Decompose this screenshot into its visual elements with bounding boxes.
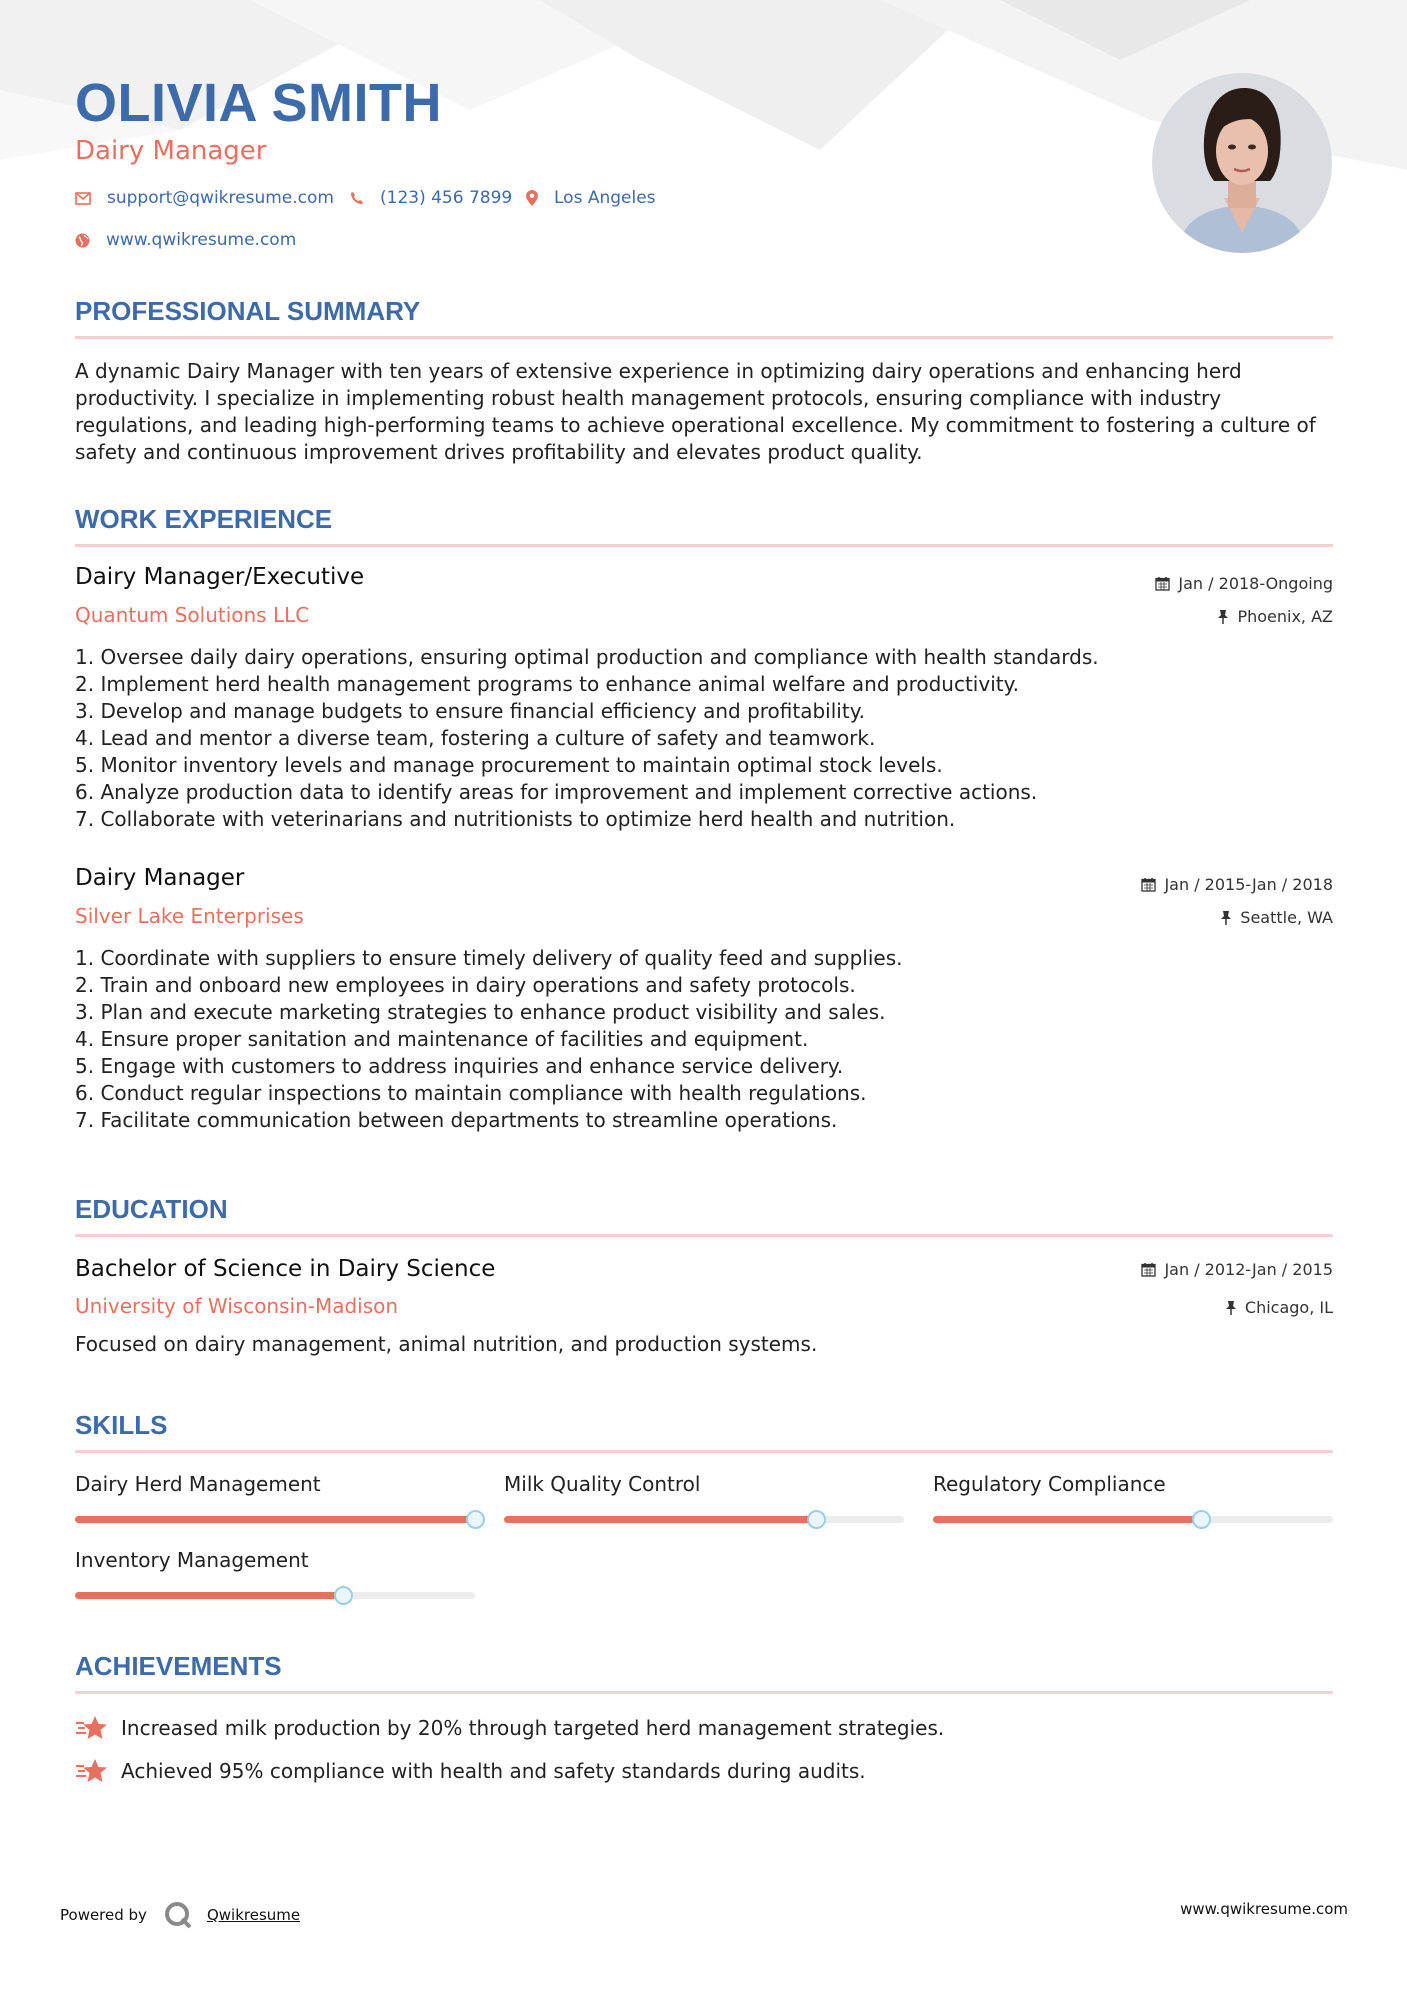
skills-divider <box>75 1450 1333 1453</box>
list-item: Plan and execute marketing strategies to enhance product visibility and sales. <box>100 1000 886 1024</box>
skill-level-knob <box>807 1510 826 1529</box>
job-location: Phoenix, AZ <box>1217 607 1333 626</box>
list-item: Train and onboard new employees in dairy operations and safety protocols. <box>100 973 856 997</box>
skills-heading: SKILLS <box>75 1410 168 1440</box>
skill-name: Inventory Management <box>75 1548 309 1572</box>
star-icon <box>75 1715 109 1741</box>
qwikresume-link[interactable]: Qwikresume <box>206 1906 301 1924</box>
list-item: Develop and manage budgets to ensure financial efficiency and profitability. <box>100 699 866 723</box>
skill-bar <box>75 1516 475 1523</box>
skill-item <box>504 1472 904 1523</box>
job-company: Quantum Solutions LLC <box>75 603 310 627</box>
summary-heading: PROFESSIONAL SUMMARY <box>75 296 421 326</box>
achievement-item: Achieved 95% compliance with health and safety standards during audits. <box>75 1758 866 1784</box>
phone-text: (123) 456 7899 <box>380 188 513 208</box>
list-item: Collaborate with veterinarians and nutritionists to optimize herd health and nutrition. <box>100 807 956 831</box>
pushpin-icon <box>1217 609 1229 624</box>
skill-bar <box>933 1516 1333 1523</box>
footer-website[interactable]: www.qwikresume.com <box>1180 1900 1348 1918</box>
achievement-item: Increased milk production by 20% through targeted herd management strategies. <box>75 1715 944 1741</box>
skill-item <box>75 1472 475 1523</box>
education-description: Focused on dairy management, animal nutrition, and production systems. <box>75 1332 818 1356</box>
job-dates: Jan / 2018-Ongoing <box>1155 574 1333 593</box>
job-company: Silver Lake Enterprises <box>75 904 304 928</box>
globe-icon <box>75 233 90 248</box>
contact-website[interactable] <box>75 230 296 250</box>
list-item: Facilitate communication between departments to streamline operations. <box>100 1108 838 1132</box>
qwikresume-logo-icon <box>163 1900 193 1930</box>
list-item: Ensure proper sanitation and maintenance of facilities and equipment. <box>100 1027 809 1051</box>
experience-heading: WORK EXPERIENCE <box>75 504 333 534</box>
contact-phone[interactable] <box>350 188 512 208</box>
list-item: Conduct regular inspections to maintain compliance with health regulations. <box>100 1081 867 1105</box>
list-item: Coordinate with suppliers to ensure timely delivery of quality feed and supplies. <box>100 946 903 970</box>
job-location: Seattle, WA <box>1220 908 1333 927</box>
list-item: Engage with customers to address inquiries and enhance service delivery. <box>100 1054 844 1078</box>
skill-name: Dairy Herd Management <box>75 1472 321 1496</box>
degree-title: Bachelor of Science in Dairy Science <box>75 1256 496 1282</box>
website-text: www.qwikresume.com <box>106 230 297 250</box>
list-item: Implement herd health management programs to enhance animal welfare and productivity. <box>100 672 1019 696</box>
skill-item <box>933 1472 1333 1523</box>
education-divider <box>75 1234 1333 1237</box>
list-item: Analyze production data to identify areas for improvement and implement corrective actions. <box>100 780 1038 804</box>
footer-branding <box>60 1900 300 1930</box>
summary-divider <box>75 336 1333 339</box>
calendar-icon <box>1141 877 1156 892</box>
calendar-icon <box>1155 576 1170 591</box>
skill-name: Milk Quality Control <box>504 1472 701 1496</box>
school-name: University of Wisconsin-Madison <box>75 1294 399 1318</box>
star-icon <box>75 1758 109 1784</box>
job-responsibilities <box>75 644 1351 833</box>
achievements-divider <box>75 1691 1333 1694</box>
job-responsibilities <box>75 945 1351 1134</box>
list-item: Oversee daily dairy operations, ensuring optimal production and compliance with health standards. <box>100 645 1099 669</box>
calendar-icon <box>1141 1262 1156 1277</box>
summary-text: A dynamic Dairy Manager with ten years of extensive experience in optimizing dairy operations and enhancing herd productivity. I specialize in implementing robust health management protocols, ensuring compliance with industry regulations, and leading high-performing teams to achieve operational excellence. My commitment to fostering a culture of safety and continuous improvement drives profitability and elevates product quality. <box>75 359 1316 464</box>
contact-email[interactable] <box>75 188 334 208</box>
envelope-icon <box>75 192 91 205</box>
powered-by-text: Powered by <box>60 1906 147 1924</box>
candidate-name: OLIVIA SMITH <box>75 73 442 133</box>
profile-photo <box>1152 73 1332 253</box>
contact-location <box>526 188 656 208</box>
skill-name: Regulatory Compliance <box>933 1472 1166 1496</box>
pushpin-icon <box>1220 910 1232 925</box>
map-pin-icon <box>526 190 538 206</box>
education-dates: Jan / 2012-Jan / 2015 <box>1141 1260 1333 1279</box>
experience-divider <box>75 544 1333 547</box>
skill-bar <box>75 1592 475 1599</box>
job-title: Dairy Manager/Executive <box>75 564 365 590</box>
pushpin-icon <box>1225 1300 1237 1315</box>
job-dates: Jan / 2015-Jan / 2018 <box>1141 875 1333 894</box>
skill-level-knob <box>466 1510 485 1529</box>
location-text: Los Angeles <box>554 188 656 208</box>
skill-bar <box>504 1516 904 1523</box>
list-item: Monitor inventory levels and manage procurement to maintain optimal stock levels. <box>100 753 943 777</box>
achievements-heading: ACHIEVEMENTS <box>75 1651 282 1681</box>
skill-level-knob <box>334 1586 353 1605</box>
education-heading: EDUCATION <box>75 1194 228 1224</box>
list-item: Lead and mentor a diverse team, fostering a culture of safety and teamwork. <box>100 726 876 750</box>
candidate-role: Dairy Manager <box>75 136 267 166</box>
phone-icon <box>350 191 364 205</box>
education-location: Chicago, IL <box>1225 1298 1333 1317</box>
email-text: support@qwikresume.com <box>107 188 334 208</box>
job-title: Dairy Manager <box>75 865 245 891</box>
skill-level-knob <box>1192 1510 1211 1529</box>
skill-item <box>75 1548 475 1599</box>
